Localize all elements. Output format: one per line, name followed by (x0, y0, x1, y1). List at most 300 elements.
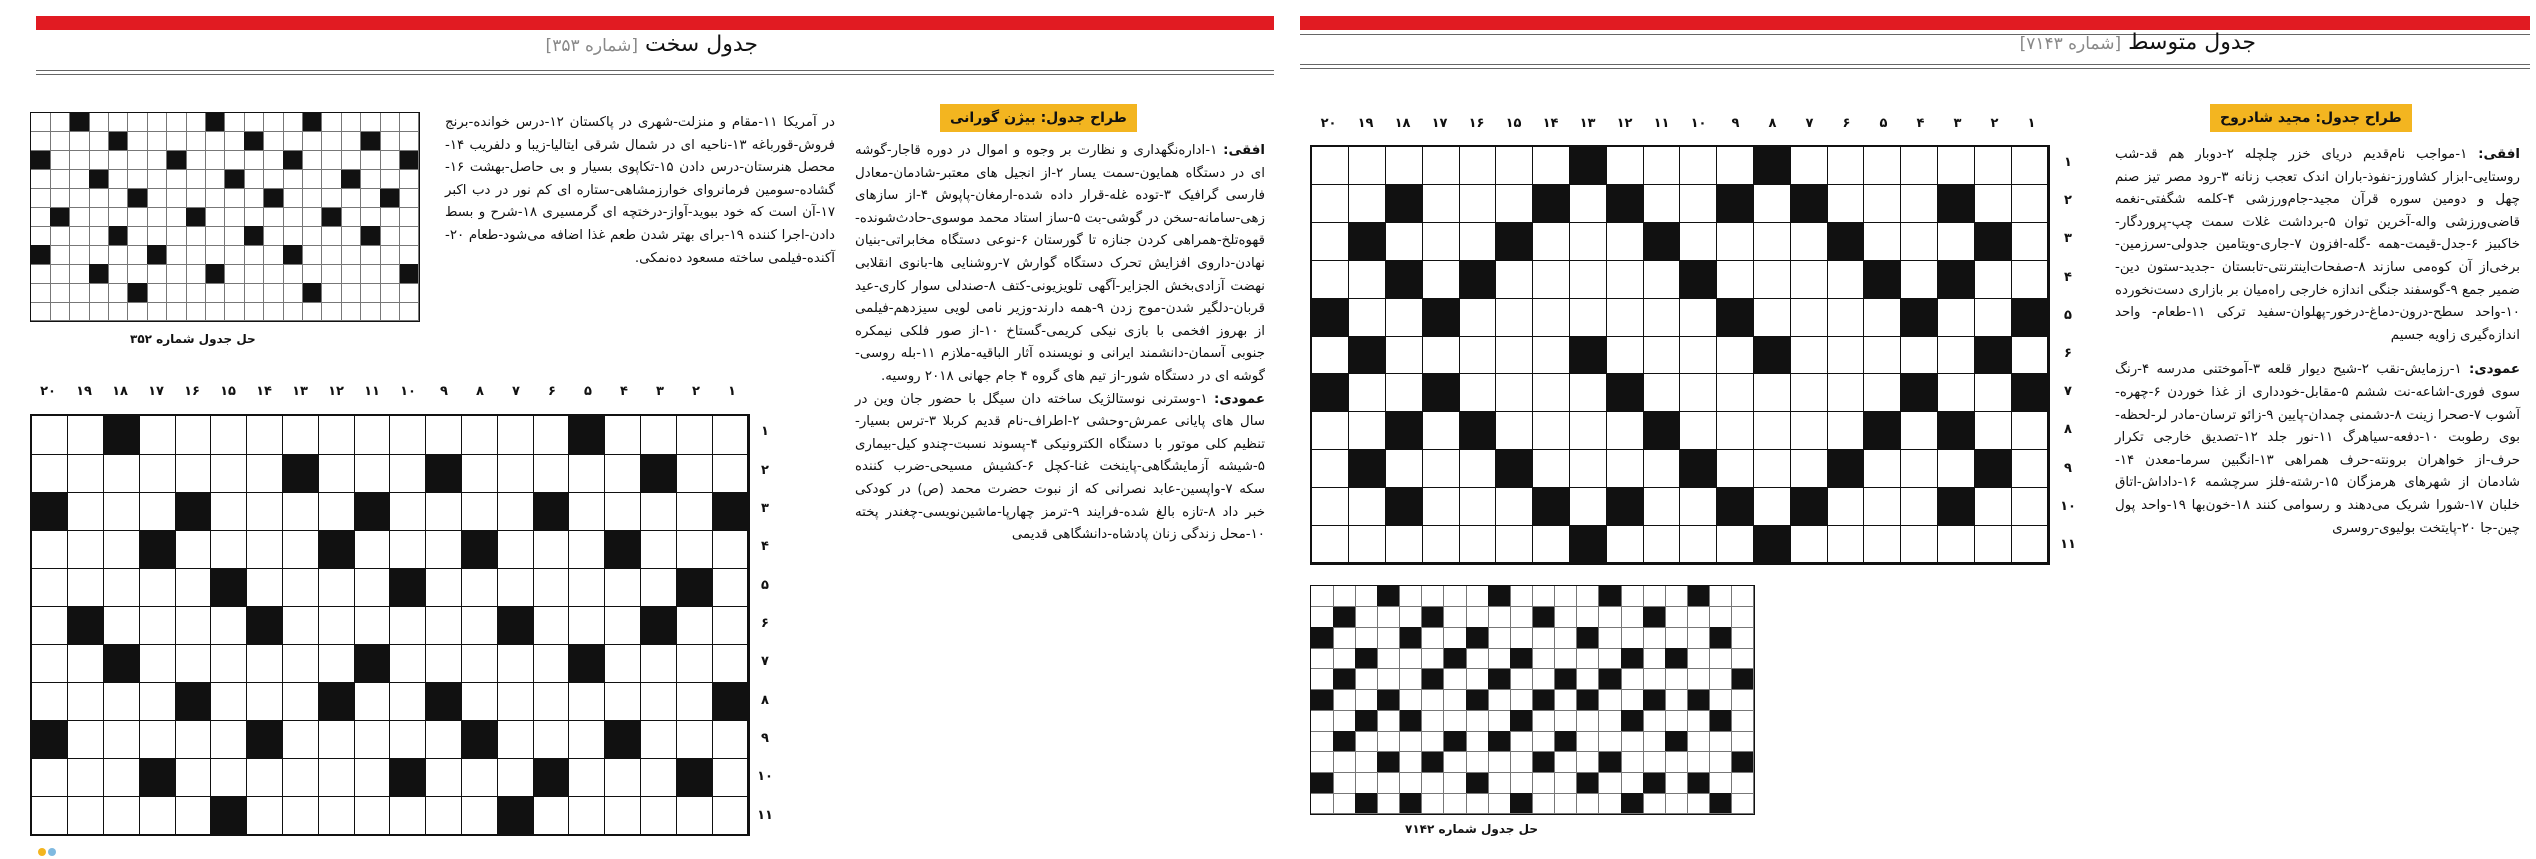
grid-cell[interactable] (1938, 374, 1975, 412)
grid-cell[interactable] (104, 492, 140, 531)
grid-cell[interactable] (186, 132, 206, 151)
grid-cell[interactable] (1312, 336, 1349, 374)
grid-cell[interactable] (1710, 607, 1733, 628)
grid-cell[interactable] (641, 416, 677, 455)
grid-cell[interactable] (1496, 412, 1533, 450)
grid-cell[interactable] (1665, 669, 1688, 690)
grid-cell[interactable] (1606, 260, 1643, 298)
grid-cell[interactable] (1717, 450, 1754, 488)
grid-cell[interactable] (175, 606, 211, 645)
grid-cell[interactable] (283, 264, 303, 283)
grid-cell[interactable] (1621, 752, 1644, 773)
grid-cell[interactable] (1680, 487, 1717, 525)
grid-cell[interactable] (128, 302, 148, 321)
grid-cell[interactable] (1864, 147, 1901, 185)
grid-cell[interactable] (1312, 147, 1349, 185)
grid-cell[interactable] (225, 245, 245, 264)
grid-cell[interactable] (31, 113, 51, 132)
grid-cell[interactable] (1459, 147, 1496, 185)
grid-cell[interactable] (1496, 298, 1533, 336)
grid-cell[interactable] (1688, 669, 1711, 690)
grid-cell[interactable] (1621, 773, 1644, 794)
grid-cell[interactable] (206, 132, 226, 151)
grid-cell[interactable] (244, 264, 264, 283)
grid-cell[interactable] (318, 454, 354, 493)
grid-cell[interactable] (247, 530, 283, 569)
grid-cell[interactable] (1466, 586, 1489, 607)
grid-cell[interactable] (264, 113, 284, 132)
grid-cell[interactable] (380, 170, 400, 189)
grid-cell[interactable] (1570, 298, 1607, 336)
grid-cell[interactable] (1377, 710, 1400, 731)
grid-cell[interactable] (1510, 586, 1533, 607)
grid-cell[interactable] (1688, 710, 1711, 731)
grid-cell[interactable] (1680, 223, 1717, 261)
grid-cell[interactable] (1790, 525, 1827, 563)
grid-cell[interactable] (1717, 412, 1754, 450)
grid-cell[interactable] (32, 454, 68, 493)
grid-cell[interactable] (264, 302, 284, 321)
grid-cell[interactable] (1754, 223, 1791, 261)
grid-cell[interactable] (1533, 298, 1570, 336)
grid-cell[interactable] (1577, 669, 1600, 690)
grid-cell[interactable] (186, 189, 206, 208)
grid-cell[interactable] (676, 454, 712, 493)
grid-cell[interactable] (104, 530, 140, 569)
grid-cell[interactable] (1377, 607, 1400, 628)
grid-cell[interactable] (1901, 412, 1938, 450)
grid-cell[interactable] (1488, 752, 1511, 773)
grid-cell[interactable] (1400, 648, 1423, 669)
grid-cell[interactable] (1974, 412, 2011, 450)
grid-cell[interactable] (1333, 648, 1356, 669)
grid-cell[interactable] (1510, 773, 1533, 794)
grid-cell[interactable] (676, 720, 712, 759)
grid-cell[interactable] (109, 151, 129, 170)
grid-cell[interactable] (283, 416, 319, 455)
grid-cell[interactable] (1974, 525, 2011, 563)
grid-cell[interactable] (32, 568, 68, 607)
grid-cell[interactable] (1606, 298, 1643, 336)
grid-cell[interactable] (1827, 260, 1864, 298)
grid-cell[interactable] (676, 644, 712, 683)
grid-cell[interactable] (1510, 752, 1533, 773)
grid-cell[interactable] (1577, 586, 1600, 607)
grid-cell[interactable] (264, 245, 284, 264)
grid-cell[interactable] (1312, 450, 1349, 488)
grid-cell[interactable] (1643, 147, 1680, 185)
grid-cell[interactable] (128, 264, 148, 283)
grid-cell[interactable] (109, 208, 129, 227)
grid-cell[interactable] (1688, 731, 1711, 752)
grid-cell[interactable] (712, 454, 748, 493)
grid-cell[interactable] (1688, 793, 1711, 814)
grid-cell[interactable] (1496, 487, 1533, 525)
grid-cell[interactable] (128, 113, 148, 132)
grid-cell[interactable] (1827, 525, 1864, 563)
grid-cell[interactable] (225, 189, 245, 208)
grid-cell[interactable] (1333, 793, 1356, 814)
grid-cell[interactable] (569, 720, 605, 759)
grid-cell[interactable] (211, 720, 247, 759)
grid-cell[interactable] (322, 245, 342, 264)
grid-cell[interactable] (1680, 147, 1717, 185)
grid-cell[interactable] (1901, 487, 1938, 525)
grid-cell[interactable] (641, 720, 677, 759)
grid-cell[interactable] (1599, 648, 1622, 669)
grid-cell[interactable] (426, 606, 462, 645)
grid-cell[interactable] (89, 151, 109, 170)
grid-cell[interactable] (1606, 412, 1643, 450)
grid-cell[interactable] (1349, 298, 1386, 336)
grid-cell[interactable] (641, 492, 677, 531)
grid-cell[interactable] (206, 170, 226, 189)
grid-cell[interactable] (1488, 710, 1511, 731)
grid-cell[interactable] (1864, 336, 1901, 374)
grid-cell[interactable] (31, 189, 51, 208)
grid-cell[interactable] (1533, 710, 1556, 731)
grid-cell[interactable] (426, 758, 462, 797)
grid-cell[interactable] (303, 226, 323, 245)
grid-cell[interactable] (1680, 298, 1717, 336)
grid-cell[interactable] (1754, 487, 1791, 525)
grid-cell[interactable] (68, 530, 104, 569)
grid-cell[interactable] (139, 568, 175, 607)
grid-cell[interactable] (1422, 147, 1459, 185)
grid-cell[interactable] (1570, 260, 1607, 298)
grid-cell[interactable] (50, 245, 70, 264)
grid-cell[interactable] (322, 189, 342, 208)
grid-cell[interactable] (390, 644, 426, 683)
grid-cell[interactable] (426, 530, 462, 569)
grid-cell[interactable] (1680, 412, 1717, 450)
grid-cell[interactable] (712, 568, 748, 607)
grid-cell[interactable] (1754, 185, 1791, 223)
grid-cell[interactable] (1311, 752, 1334, 773)
grid-cell[interactable] (1717, 525, 1754, 563)
grid-cell[interactable] (1533, 627, 1556, 648)
grid-cell[interactable] (283, 226, 303, 245)
grid-cell[interactable] (426, 796, 462, 835)
grid-cell[interactable] (1643, 525, 1680, 563)
grid-cell[interactable] (676, 492, 712, 531)
grid-cell[interactable] (361, 151, 381, 170)
grid-cell[interactable] (1422, 690, 1445, 711)
grid-cell[interactable] (1533, 147, 1570, 185)
grid-cell[interactable] (341, 226, 361, 245)
grid-cell[interactable] (89, 226, 109, 245)
grid-cell[interactable] (1643, 185, 1680, 223)
grid-cell[interactable] (70, 264, 90, 283)
grid-cell[interactable] (354, 568, 390, 607)
grid-cell[interactable] (31, 226, 51, 245)
grid-cell[interactable] (206, 302, 226, 321)
grid-cell[interactable] (1555, 690, 1578, 711)
grid-cell[interactable] (68, 720, 104, 759)
grid-cell[interactable] (50, 189, 70, 208)
grid-cell[interactable] (68, 454, 104, 493)
grid-cell[interactable] (1901, 185, 1938, 223)
grid-cell[interactable] (1555, 793, 1578, 814)
grid-cell[interactable] (1864, 374, 1901, 412)
grid-cell[interactable] (1386, 298, 1423, 336)
grid-cell[interactable] (1510, 690, 1533, 711)
grid-cell[interactable] (70, 151, 90, 170)
grid-cell[interactable] (211, 758, 247, 797)
grid-cell[interactable] (462, 492, 498, 531)
grid-cell[interactable] (1938, 147, 1975, 185)
grid-cell[interactable] (244, 283, 264, 302)
grid-cell[interactable] (211, 606, 247, 645)
grid-cell[interactable] (1938, 450, 1975, 488)
grid-cell[interactable] (283, 113, 303, 132)
grid-cell[interactable] (109, 283, 129, 302)
grid-cell[interactable] (426, 416, 462, 455)
grid-cell[interactable] (1643, 731, 1666, 752)
grid-cell[interactable] (1400, 752, 1423, 773)
grid-cell[interactable] (1864, 223, 1901, 261)
grid-cell[interactable] (1444, 773, 1467, 794)
grid-cell[interactable] (1717, 147, 1754, 185)
grid-cell[interactable] (1459, 336, 1496, 374)
grid-cell[interactable] (1974, 147, 2011, 185)
grid-cell[interactable] (1355, 752, 1378, 773)
grid-cell[interactable] (1864, 298, 1901, 336)
grid-cell[interactable] (400, 283, 420, 302)
grid-cell[interactable] (1533, 374, 1570, 412)
grid-cell[interactable] (354, 682, 390, 721)
grid-cell[interactable] (167, 189, 187, 208)
grid-cell[interactable] (303, 264, 323, 283)
grid-cell[interactable] (1688, 648, 1711, 669)
grid-cell[interactable] (1710, 731, 1733, 752)
grid-cell[interactable] (1732, 731, 1755, 752)
grid-cell[interactable] (676, 416, 712, 455)
grid-cell[interactable] (426, 644, 462, 683)
grid-cell[interactable] (497, 682, 533, 721)
grid-cell[interactable] (283, 189, 303, 208)
grid-cell[interactable] (283, 132, 303, 151)
grid-cell[interactable] (400, 170, 420, 189)
grid-cell[interactable] (1643, 487, 1680, 525)
grid-cell[interactable] (303, 170, 323, 189)
grid-cell[interactable] (1488, 690, 1511, 711)
grid-cell[interactable] (70, 189, 90, 208)
grid-cell[interactable] (1710, 669, 1733, 690)
grid-cell[interactable] (31, 208, 51, 227)
grid-cell[interactable] (109, 245, 129, 264)
grid-cell[interactable] (68, 682, 104, 721)
grid-cell[interactable] (1488, 607, 1511, 628)
grid-cell[interactable] (147, 151, 167, 170)
grid-cell[interactable] (32, 606, 68, 645)
grid-cell[interactable] (318, 796, 354, 835)
grid-cell[interactable] (1732, 690, 1755, 711)
grid-cell[interactable] (318, 606, 354, 645)
grid-cell[interactable] (1444, 710, 1467, 731)
grid-cell[interactable] (1864, 525, 1901, 563)
grid-cell[interactable] (283, 283, 303, 302)
grid-cell[interactable] (32, 796, 68, 835)
grid-cell[interactable] (1643, 374, 1680, 412)
grid-cell[interactable] (1732, 793, 1755, 814)
grid-cell[interactable] (1621, 586, 1644, 607)
grid-cell[interactable] (1459, 525, 1496, 563)
grid-cell[interactable] (109, 302, 129, 321)
grid-cell[interactable] (400, 113, 420, 132)
grid-cell[interactable] (139, 644, 175, 683)
grid-cell[interactable] (1827, 487, 1864, 525)
grid-cell[interactable] (1665, 627, 1688, 648)
grid-cell[interactable] (1732, 586, 1755, 607)
grid-cell[interactable] (1732, 627, 1755, 648)
grid-cell[interactable] (211, 416, 247, 455)
grid-cell[interactable] (264, 132, 284, 151)
grid-cell[interactable] (32, 530, 68, 569)
grid-cell[interactable] (341, 189, 361, 208)
grid-cell[interactable] (1533, 793, 1556, 814)
grid-cell[interactable] (31, 283, 51, 302)
grid-cell[interactable] (497, 530, 533, 569)
grid-cell[interactable] (1790, 147, 1827, 185)
grid-cell[interactable] (167, 113, 187, 132)
grid-cell[interactable] (1974, 487, 2011, 525)
grid-cell[interactable] (147, 226, 167, 245)
grid-cell[interactable] (1444, 627, 1467, 648)
grid-cell[interactable] (128, 245, 148, 264)
grid-cell[interactable] (68, 758, 104, 797)
grid-cell[interactable] (1717, 223, 1754, 261)
grid-cell[interactable] (109, 113, 129, 132)
grid-cell[interactable] (167, 302, 187, 321)
grid-cell[interactable] (109, 189, 129, 208)
grid-cell[interactable] (354, 454, 390, 493)
grid-cell[interactable] (206, 151, 226, 170)
grid-cell[interactable] (533, 530, 569, 569)
grid-cell[interactable] (341, 208, 361, 227)
grid-cell[interactable] (380, 132, 400, 151)
grid-cell[interactable] (1621, 669, 1644, 690)
grid-cell[interactable] (139, 416, 175, 455)
grid-cell[interactable] (426, 492, 462, 531)
grid-cell[interactable] (1311, 607, 1334, 628)
grid-cell[interactable] (1422, 450, 1459, 488)
grid-cell[interactable] (380, 283, 400, 302)
grid-cell[interactable] (1577, 752, 1600, 773)
grid-cell[interactable] (1599, 627, 1622, 648)
grid-cell[interactable] (1312, 525, 1349, 563)
grid-cell[interactable] (361, 113, 381, 132)
grid-cell[interactable] (1386, 450, 1423, 488)
grid-cell[interactable] (1643, 752, 1666, 773)
grid-cell[interactable] (206, 283, 226, 302)
grid-cell[interactable] (354, 606, 390, 645)
grid-cell[interactable] (1355, 627, 1378, 648)
grid-cell[interactable] (1466, 752, 1489, 773)
grid-cell[interactable] (186, 302, 206, 321)
grid-cell[interactable] (462, 796, 498, 835)
grid-cell[interactable] (1606, 147, 1643, 185)
grid-cell[interactable] (1665, 773, 1688, 794)
grid-cell[interactable] (1606, 336, 1643, 374)
grid-cell[interactable] (1444, 586, 1467, 607)
left-crossword-grid[interactable] (30, 414, 750, 836)
grid-cell[interactable] (641, 758, 677, 797)
grid-cell[interactable] (354, 530, 390, 569)
grid-cell[interactable] (167, 132, 187, 151)
grid-cell[interactable] (1355, 669, 1378, 690)
grid-cell[interactable] (1688, 752, 1711, 773)
grid-cell[interactable] (175, 644, 211, 683)
grid-cell[interactable] (104, 720, 140, 759)
grid-cell[interactable] (1665, 793, 1688, 814)
grid-cell[interactable] (1488, 627, 1511, 648)
grid-cell[interactable] (676, 530, 712, 569)
grid-cell[interactable] (206, 189, 226, 208)
right-crossword-grid[interactable] (1310, 145, 2050, 565)
grid-cell[interactable] (1599, 710, 1622, 731)
grid-cell[interactable] (1754, 374, 1791, 412)
grid-cell[interactable] (1533, 450, 1570, 488)
grid-cell[interactable] (225, 226, 245, 245)
grid-cell[interactable] (1732, 773, 1755, 794)
grid-cell[interactable] (1422, 412, 1459, 450)
grid-cell[interactable] (1311, 710, 1334, 731)
grid-cell[interactable] (569, 492, 605, 531)
grid-cell[interactable] (712, 606, 748, 645)
grid-cell[interactable] (1459, 185, 1496, 223)
grid-cell[interactable] (1555, 648, 1578, 669)
grid-cell[interactable] (1717, 374, 1754, 412)
grid-cell[interactable] (361, 264, 381, 283)
grid-cell[interactable] (1533, 223, 1570, 261)
grid-cell[interactable] (380, 113, 400, 132)
grid-cell[interactable] (569, 530, 605, 569)
grid-cell[interactable] (712, 530, 748, 569)
grid-cell[interactable] (303, 151, 323, 170)
grid-cell[interactable] (462, 758, 498, 797)
grid-cell[interactable] (641, 796, 677, 835)
grid-cell[interactable] (2011, 185, 2048, 223)
grid-cell[interactable] (104, 758, 140, 797)
grid-cell[interactable] (1827, 374, 1864, 412)
grid-cell[interactable] (1400, 731, 1423, 752)
grid-cell[interactable] (676, 606, 712, 645)
grid-cell[interactable] (462, 416, 498, 455)
grid-cell[interactable] (1643, 586, 1666, 607)
grid-cell[interactable] (1827, 298, 1864, 336)
grid-cell[interactable] (1311, 586, 1334, 607)
grid-cell[interactable] (104, 796, 140, 835)
grid-cell[interactable] (1717, 336, 1754, 374)
grid-cell[interactable] (139, 606, 175, 645)
grid-cell[interactable] (1422, 793, 1445, 814)
grid-cell[interactable] (104, 568, 140, 607)
grid-cell[interactable] (1333, 586, 1356, 607)
grid-cell[interactable] (712, 758, 748, 797)
grid-cell[interactable] (641, 530, 677, 569)
grid-cell[interactable] (50, 151, 70, 170)
grid-cell[interactable] (1466, 669, 1489, 690)
grid-cell[interactable] (225, 283, 245, 302)
grid-cell[interactable] (1533, 260, 1570, 298)
grid-cell[interactable] (1599, 690, 1622, 711)
grid-cell[interactable] (497, 454, 533, 493)
grid-cell[interactable] (390, 416, 426, 455)
grid-cell[interactable] (1643, 450, 1680, 488)
grid-cell[interactable] (1732, 607, 1755, 628)
grid-cell[interactable] (206, 226, 226, 245)
